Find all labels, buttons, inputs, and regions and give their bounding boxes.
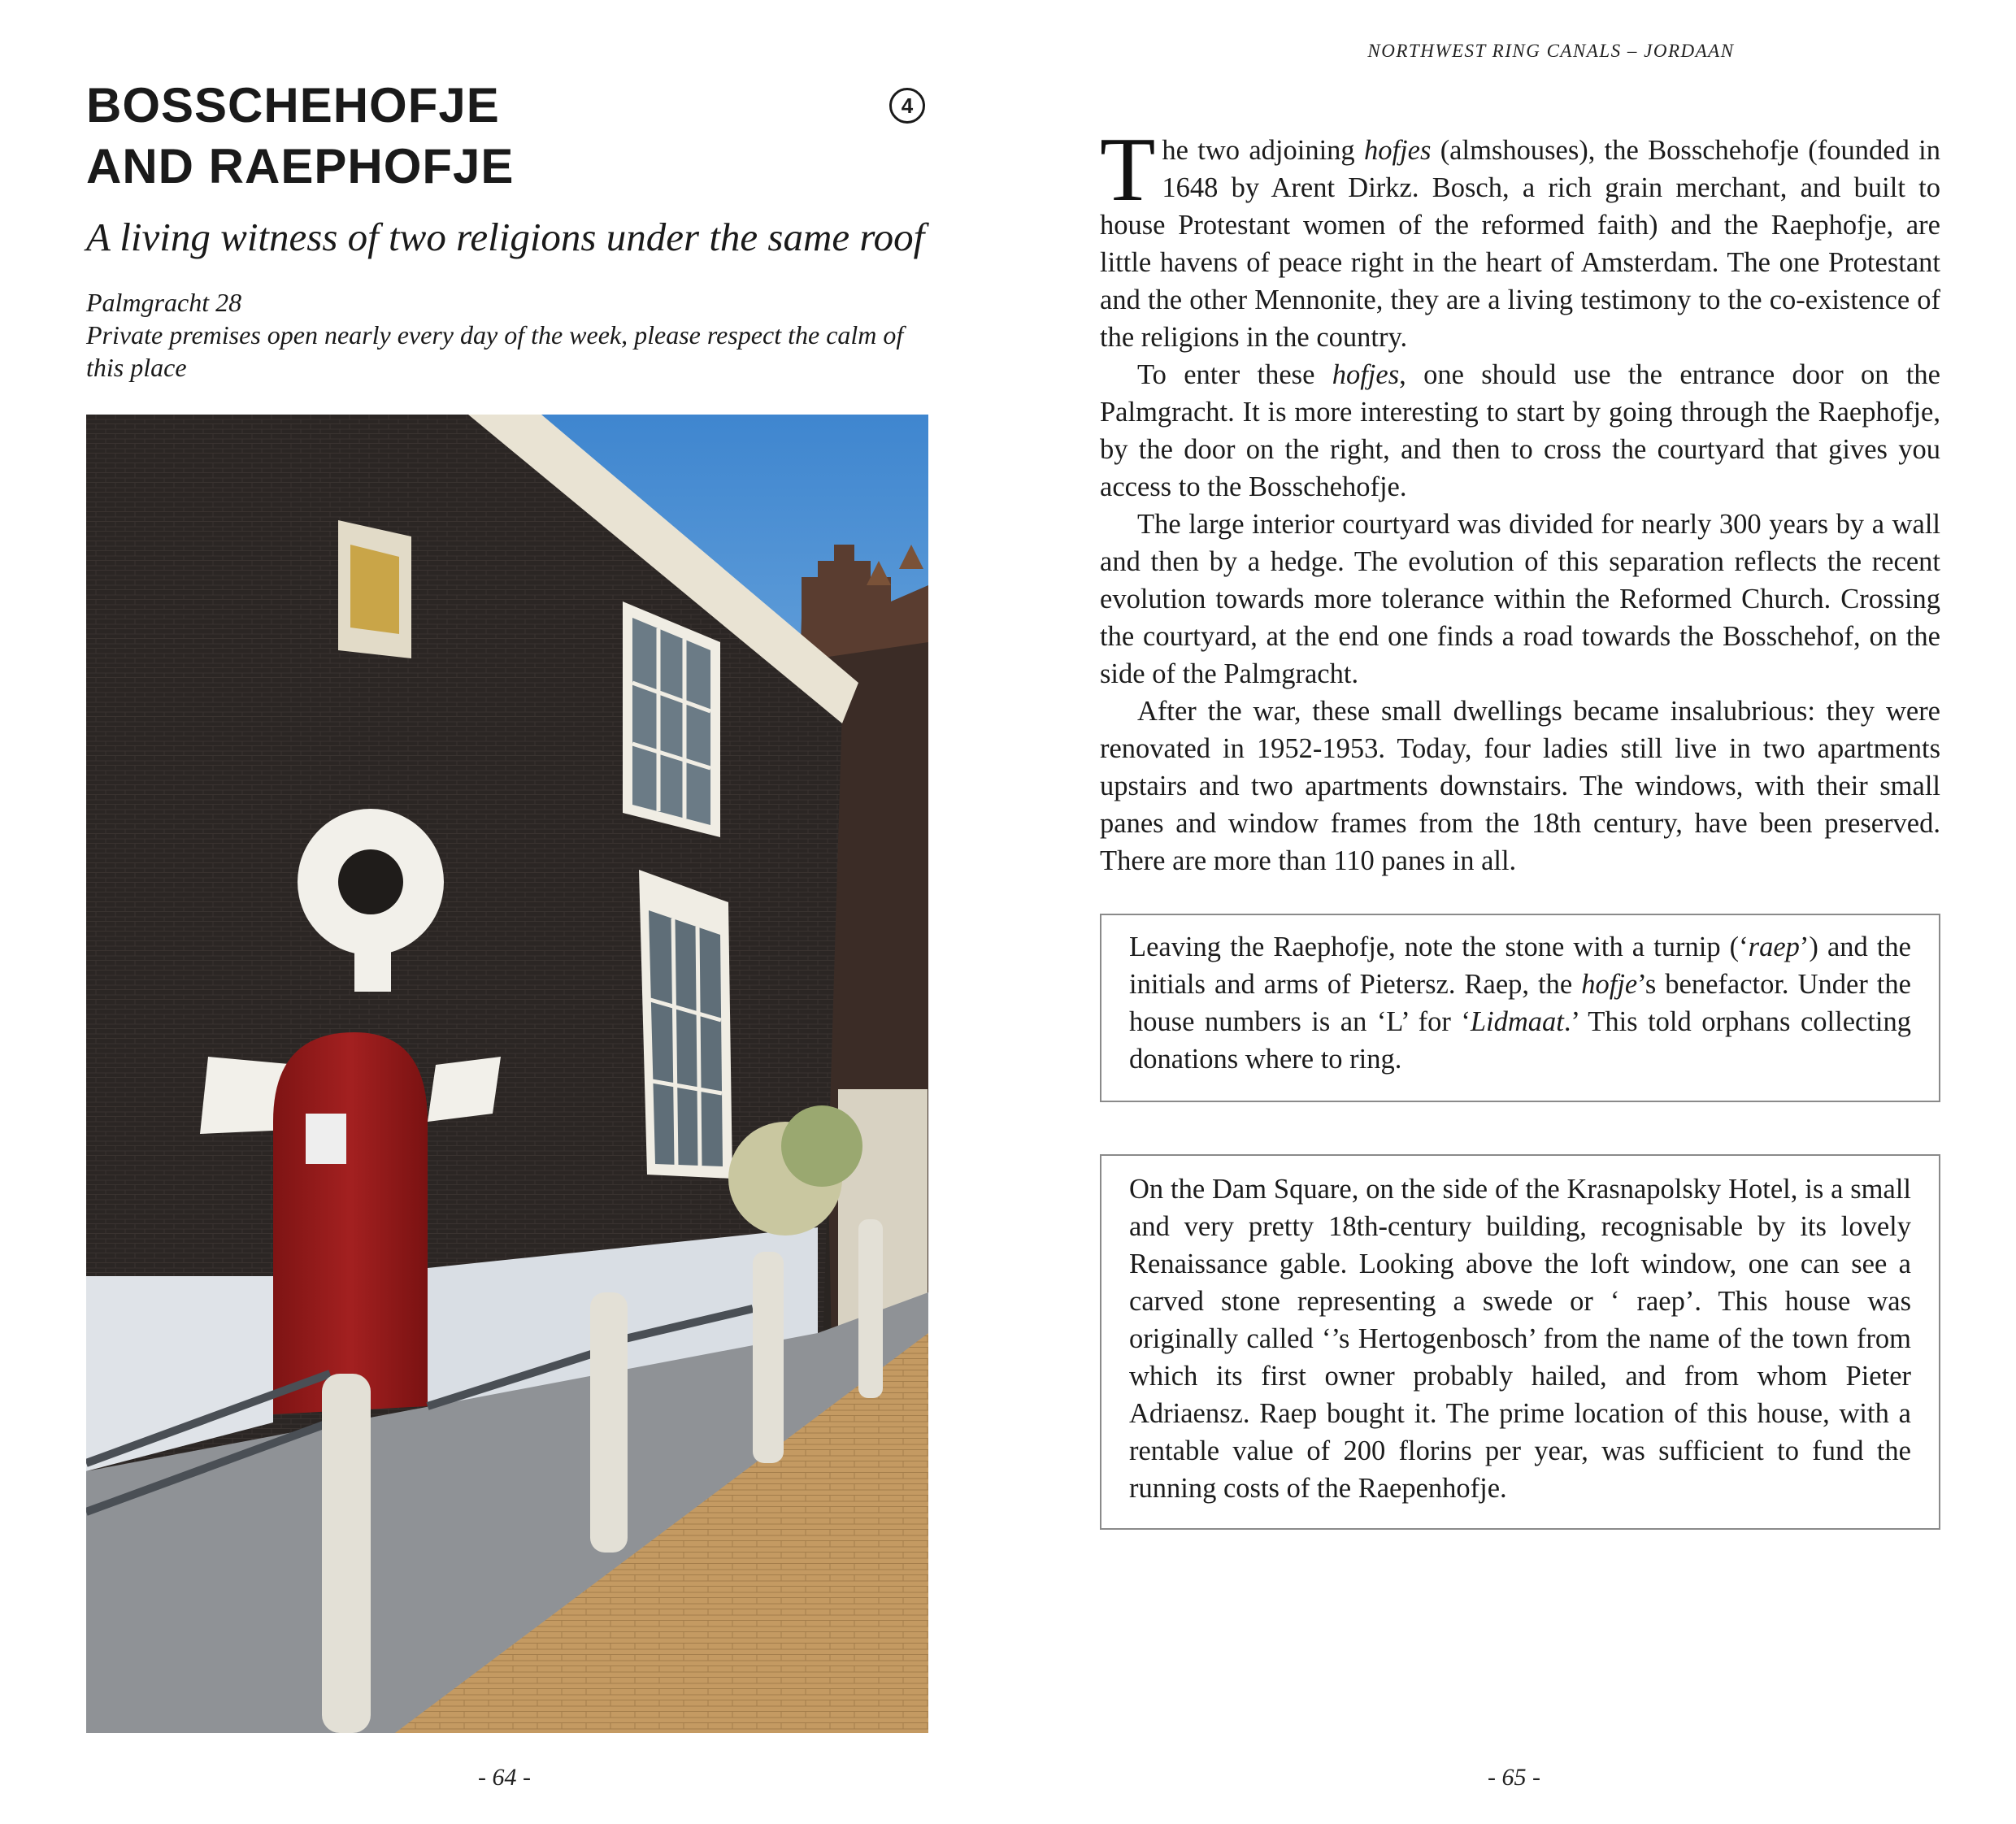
drop-cap: T bbox=[1100, 119, 1156, 220]
red-door bbox=[273, 1032, 428, 1414]
paragraph-2: To enter these hofjes, one should use the entrance door on the Palmgracht. It is more interesting to start by going through the Raephofje, by the door on the right, and then to cross the courtyard that gives you access to the Bosschehofje. bbox=[1100, 359, 1940, 502]
box-2-text: On the Dam Square, on the side of the Krasnapolsky Hotel, is a small and very pretty 18th-century building, recognisable by its lovely Renaissance gable. Looking above the loft window, one can see a carved stone representing a swede or ‘ raep’. This house was originally called ‘’s Hertogenbosch’ from the name of the town from which its first owner probably hailed, and from whom Pieter Adriaensz. Raep bought it. The prime location of this house, with a rentable value of 200 florins per year, was sufficient to fund the running costs of the Raepenhofje. bbox=[1129, 1174, 1911, 1504]
site-number-badge: 4 bbox=[889, 88, 925, 124]
page-title bbox=[86, 75, 818, 197]
bollard bbox=[590, 1292, 628, 1553]
main-text bbox=[1100, 119, 1940, 879]
building-photo bbox=[86, 415, 928, 1733]
sidebar-box-dam-square bbox=[1100, 1154, 1940, 1530]
oculus-window bbox=[338, 849, 403, 914]
title-line-1: BOSSCHEHOFJE bbox=[86, 78, 500, 132]
paragraph-1: The two adjoining hofjes (almshouses), the Bosschehofje (founded in 1648 by Arent Dirkz. Bosch, a rich grain merchant, and built to house Protestant women of the reformed faith) and the Raephofje, are little havens of peace right in the heart of Amsterdam. The one Protestant and the other Mennonite, they are a living testimony to the co-existence of the religions in the country. bbox=[1100, 119, 1940, 353]
bollard bbox=[753, 1252, 784, 1463]
box-1-text: Leaving the Raephofje, note the stone with a turnip (‘raep’) and the initials and arms of Pietersz. Raep, the hofje’s benefactor. Under the house numbers is an ‘L’ for ‘Lidmaat.’ This told orphans collecting donations where to ring. bbox=[1129, 932, 1911, 1075]
paragraph-3: The large interior courtyard was divided for nearly 300 years by a wall and then by a hedge. The evolution of this separation reflects the recent evolution towards more tolerance within the Reformed Church. Crossing the courtyard, at the end one finds a road towards the Bosschehof, on the side of the Palmgracht. bbox=[1100, 509, 1940, 689]
page-number-right: - 65 - bbox=[1488, 1764, 1540, 1791]
bollard bbox=[322, 1374, 371, 1733]
door-surround-right bbox=[428, 1057, 501, 1122]
opening-info: Private premises open nearly every day of the week, please respect the calm of this place bbox=[86, 320, 904, 382]
right-page bbox=[1008, 0, 2016, 1824]
running-head: NORTHWEST RING CANALS – JORDAAN bbox=[1367, 41, 1735, 61]
subtitle: A living witness of two religions under the same roof bbox=[86, 215, 925, 259]
bollard bbox=[858, 1219, 883, 1398]
sidebar-box-raephofje bbox=[1100, 914, 1940, 1102]
page-number-left: - 64 - bbox=[478, 1764, 531, 1791]
photo-illustration bbox=[86, 415, 928, 1733]
address: Palmgracht 28 bbox=[86, 288, 242, 317]
door-notice bbox=[306, 1114, 346, 1164]
paragraph-4: After the war, these small dwellings became insalubrious: they were renovated in 1952-1953. Today, four ladies still live in two apartments upstairs and two apartments downstairs. The windows, with their small panes and window frames from the 18th century, have been preserved. There are more than 110 panes in all. bbox=[1100, 696, 1940, 876]
title-line-2: AND RAEPHOFJE bbox=[86, 139, 515, 193]
